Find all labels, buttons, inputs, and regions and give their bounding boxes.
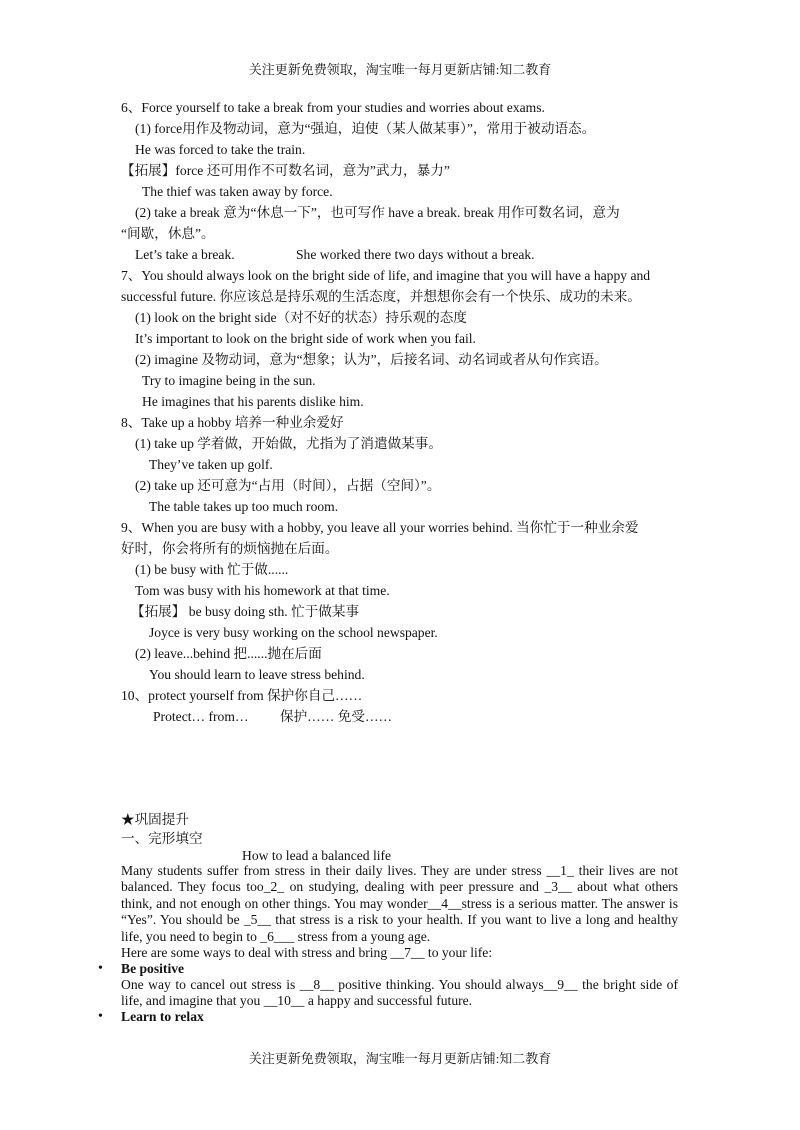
paragraph-1: Many students suffer from stress in their daily lives. They are under stress __1_ their lives are not balanced. They focus too_2_ on studying, dealing with peer pressure and _3__ about what others think, and not enough on other things. You may wonder__4__stress is a serious matter. The answer is “Yes”. You should be _5__ that stress is a risk to your health. If you want to live a long and healthy life, you need to begin to _6___ stress from a young age. bbox=[121, 863, 678, 944]
page-header: 关注更新免费领取，淘宝唯一每月更新店铺:知二教育 bbox=[248, 62, 552, 77]
note-line: 【拓展】 be busy doing sth. 忙于做某事 bbox=[131, 604, 360, 619]
section-star-title: ★巩固提升 bbox=[121, 812, 189, 827]
page-footer: 关注更新免费领取，淘宝唯一每月更新店铺:知二教育 bbox=[248, 1051, 552, 1066]
note-line: (2) leave...behind 把......抛在后面 bbox=[135, 646, 322, 661]
bullet-text-positive: One way to cancel out stress is __8__ positive thinking. You should always__9__ the bright side of life, and imagine that you __10__ a happy and successful future. bbox=[121, 977, 678, 1009]
bullet-title-positive: Be positive bbox=[121, 961, 185, 976]
note-line: (2) take up 还可意为“占用（时间），占据（空间）”。 bbox=[135, 478, 441, 493]
note-line: They’ve taken up golf. bbox=[149, 457, 273, 472]
note-line: It’s important to look on the bright side of work when you fail. bbox=[135, 331, 476, 346]
bullet-text-container bbox=[121, 977, 678, 1010]
note-line: 8、Take up a hobby 培养一种业余爱好 bbox=[121, 415, 344, 430]
bullet-title-relax: Learn to relax bbox=[121, 1009, 204, 1024]
passage-paragraph bbox=[121, 863, 678, 945]
note-line: (1) take up 学着做，开始做，尤指为了消遣做某事。 bbox=[135, 436, 442, 451]
note-line: “间歇，休息”。 bbox=[121, 226, 215, 241]
note-line: 6、Force yourself to take a break from your studies and worries about exams. bbox=[121, 100, 545, 115]
note-line: Let’s take a break. bbox=[135, 247, 235, 262]
section-part-title: 一、完形填空 bbox=[121, 831, 203, 846]
passage-title: How to lead a balanced life bbox=[242, 848, 392, 863]
note-line: 好时，你会将所有的烦恼抛在后面。 bbox=[121, 541, 339, 556]
note-line: (1) be busy with 忙于做...... bbox=[135, 562, 289, 577]
note-line: The thief was taken away by force. bbox=[142, 184, 333, 199]
bullet-point: • bbox=[98, 961, 103, 976]
bullet-point: • bbox=[98, 1009, 103, 1024]
note-line: She worked there two days without a break. bbox=[296, 247, 535, 262]
note-line: (2) take a break 意为“休息一下”，也可写作 have a break. break 用作可数名词，意为 bbox=[135, 205, 620, 220]
note-line: Joyce is very busy working on the school newspaper. bbox=[149, 625, 438, 640]
note-line: He was forced to take the train. bbox=[135, 142, 306, 157]
note-line: 7、You should always look on the bright side of life, and imagine that you will have a happy and bbox=[121, 268, 651, 283]
note-line: He imagines that his parents dislike him. bbox=[142, 394, 364, 409]
paragraph-2: Here are some ways to deal with stress and bring __7__ to your life: bbox=[121, 945, 493, 960]
note-line: successful future. 你应该总是持乐观的生活态度，并想想你会有一个快乐、成功的未来。 bbox=[121, 289, 641, 304]
note-line: 保护…… 免受…… bbox=[280, 709, 393, 724]
note-line: You should learn to leave stress behind. bbox=[149, 667, 365, 682]
note-line: 10、protect yourself from 保护你自己…… bbox=[121, 688, 363, 703]
note-line: (1) look on the bright side（对不好的状态）持乐观的态度 bbox=[135, 310, 467, 325]
note-line: 9、When you are busy with a hobby, you leave all your worries behind. 当你忙于一种业余爱 bbox=[121, 520, 639, 535]
note-line: Protect… from… bbox=[153, 709, 249, 724]
note-line: Try to imagine being in the sun. bbox=[142, 373, 316, 388]
note-line: Tom was busy with his homework at that time. bbox=[135, 583, 390, 598]
note-line: 【拓展】force 还可用作不可数名词，意为”武力，暴力” bbox=[121, 163, 450, 178]
note-line: (1) force用作及物动词，意为“强迫，迫使（某人做某事）”，常用于被动语态。 bbox=[135, 121, 596, 136]
note-line: (2) imagine 及物动词，意为“想象；认为”，后接名词、动名词或者从句作宾语。 bbox=[135, 352, 608, 367]
note-line: The table takes up too much room. bbox=[149, 499, 339, 514]
